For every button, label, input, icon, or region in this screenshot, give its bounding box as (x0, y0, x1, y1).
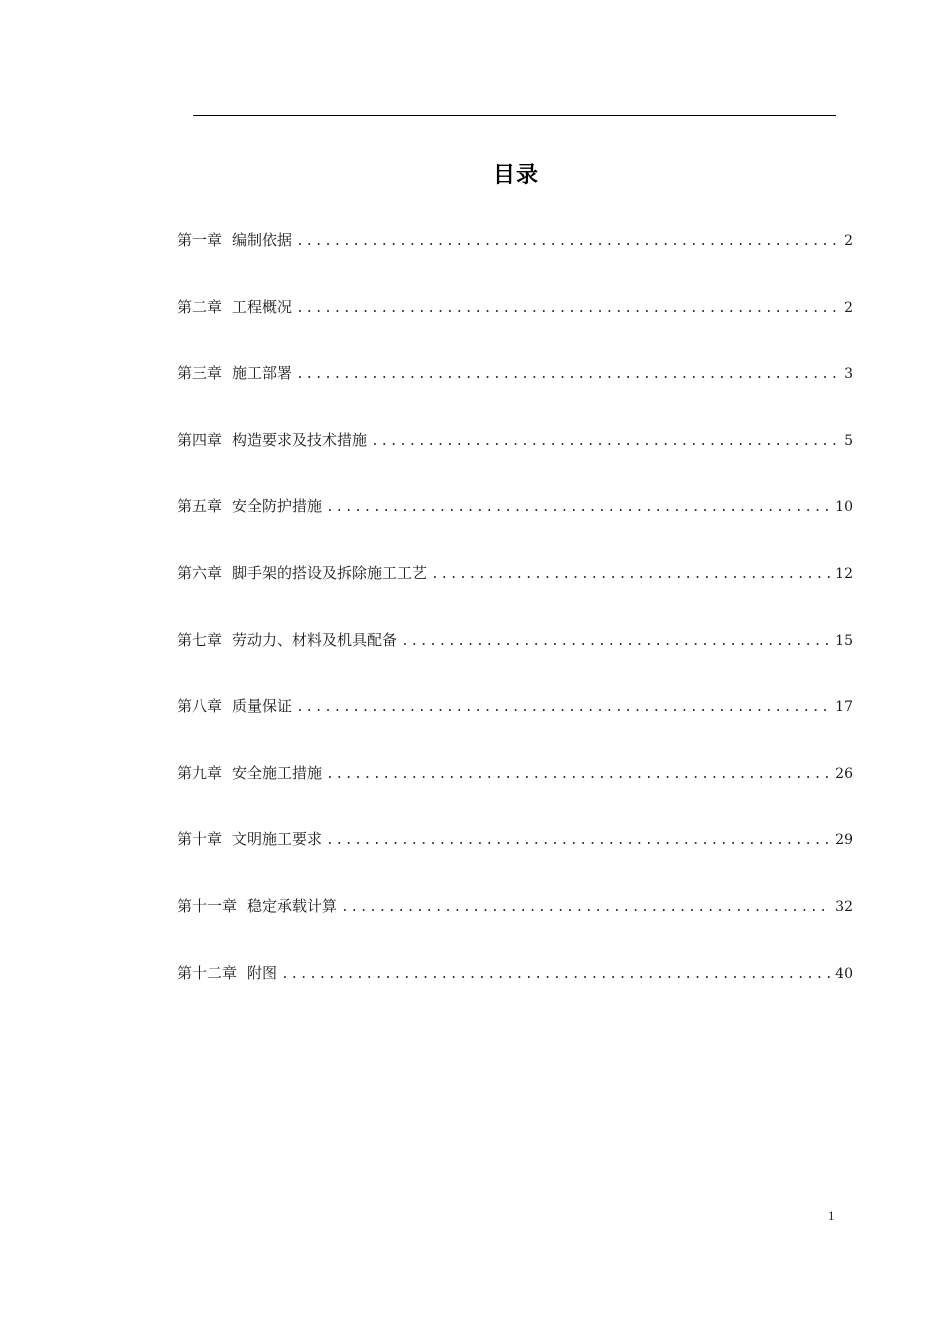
toc-page: 15 (835, 632, 853, 649)
toc-title: 目录 (492, 163, 539, 188)
toc-page: 2 (844, 233, 853, 249)
toc-chapter: 第四章 (177, 430, 223, 449)
toc-text: 安全防护措施 (232, 497, 323, 516)
toc-text: 质量保证 (232, 697, 293, 716)
toc-leader-dots (296, 697, 831, 719)
toc-leader-dots (326, 764, 831, 786)
toc-leader-dots (326, 497, 831, 519)
page-number: 1 (828, 1208, 835, 1223)
toc-chapter: 第五章 (177, 497, 223, 516)
toc-text: 构造要求及技术措施 (232, 430, 368, 449)
toc-chapter: 第九章 (177, 763, 223, 782)
toc-entry-12[interactable] (177, 962, 853, 1029)
header-rule (193, 115, 836, 116)
toc-chapter: 第八章 (177, 697, 223, 716)
toc-leader-dots (341, 897, 831, 919)
toc-entry-5[interactable] (177, 495, 853, 562)
toc-chapter: 第十二章 (177, 963, 238, 982)
toc-page: 10 (835, 499, 853, 516)
toc-page: 2 (844, 299, 853, 316)
toc-text: 施工部署 (232, 364, 293, 383)
toc-chapter: 第十章 (177, 830, 223, 849)
toc-page: 17 (835, 699, 853, 716)
toc-leader-dots (401, 631, 831, 653)
toc-entry-4[interactable] (177, 429, 853, 496)
toc-entry-8[interactable] (177, 695, 853, 762)
toc-text: 附图 (247, 963, 278, 982)
toc-leader-dots (281, 964, 831, 986)
toc-entry-1[interactable] (177, 229, 853, 296)
toc-entry-3[interactable] (177, 362, 853, 429)
toc-entry-6[interactable] (177, 562, 853, 629)
toc-leader-dots (296, 364, 840, 386)
toc-text: 稳定承载计算 (247, 896, 338, 915)
toc-entry-11[interactable] (177, 895, 853, 962)
toc-chapter: 第三章 (177, 364, 223, 383)
toc-entry-9[interactable] (177, 762, 853, 829)
toc-text: 编制依据 (232, 231, 293, 249)
toc-text: 文明施工要求 (232, 830, 323, 849)
toc-page: 32 (835, 898, 853, 915)
toc-page: 5 (844, 432, 853, 449)
toc-chapter: 第十一章 (177, 896, 238, 915)
toc-page: 40 (835, 965, 853, 982)
toc-chapter: 第二章 (177, 297, 223, 316)
toc-text: 脚手架的搭设及拆除施工工艺 (232, 563, 428, 582)
toc-chapter: 第七章 (177, 630, 223, 649)
toc-text: 工程概况 (232, 297, 293, 316)
toc-entry-2[interactable] (177, 296, 853, 363)
toc-text: 安全施工措施 (232, 763, 323, 782)
toc-chapter: 第六章 (177, 563, 223, 582)
toc-page: 12 (835, 565, 853, 582)
toc-leader-dots (296, 298, 840, 320)
toc-text: 劳动力、材料及机具配备 (232, 630, 398, 649)
toc-leader-dots (326, 830, 831, 852)
toc-leader-dots (296, 231, 840, 253)
toc-entry-7[interactable] (177, 629, 853, 696)
toc-leader-dots (371, 431, 840, 453)
toc-page: 3 (844, 366, 853, 383)
table-of-contents (177, 229, 853, 1028)
toc-leader-dots (431, 564, 831, 586)
toc-page: 26 (835, 765, 853, 782)
toc-entry-10[interactable] (177, 828, 853, 895)
toc-chapter: 第一章 (177, 231, 223, 249)
toc-page: 29 (835, 832, 853, 849)
